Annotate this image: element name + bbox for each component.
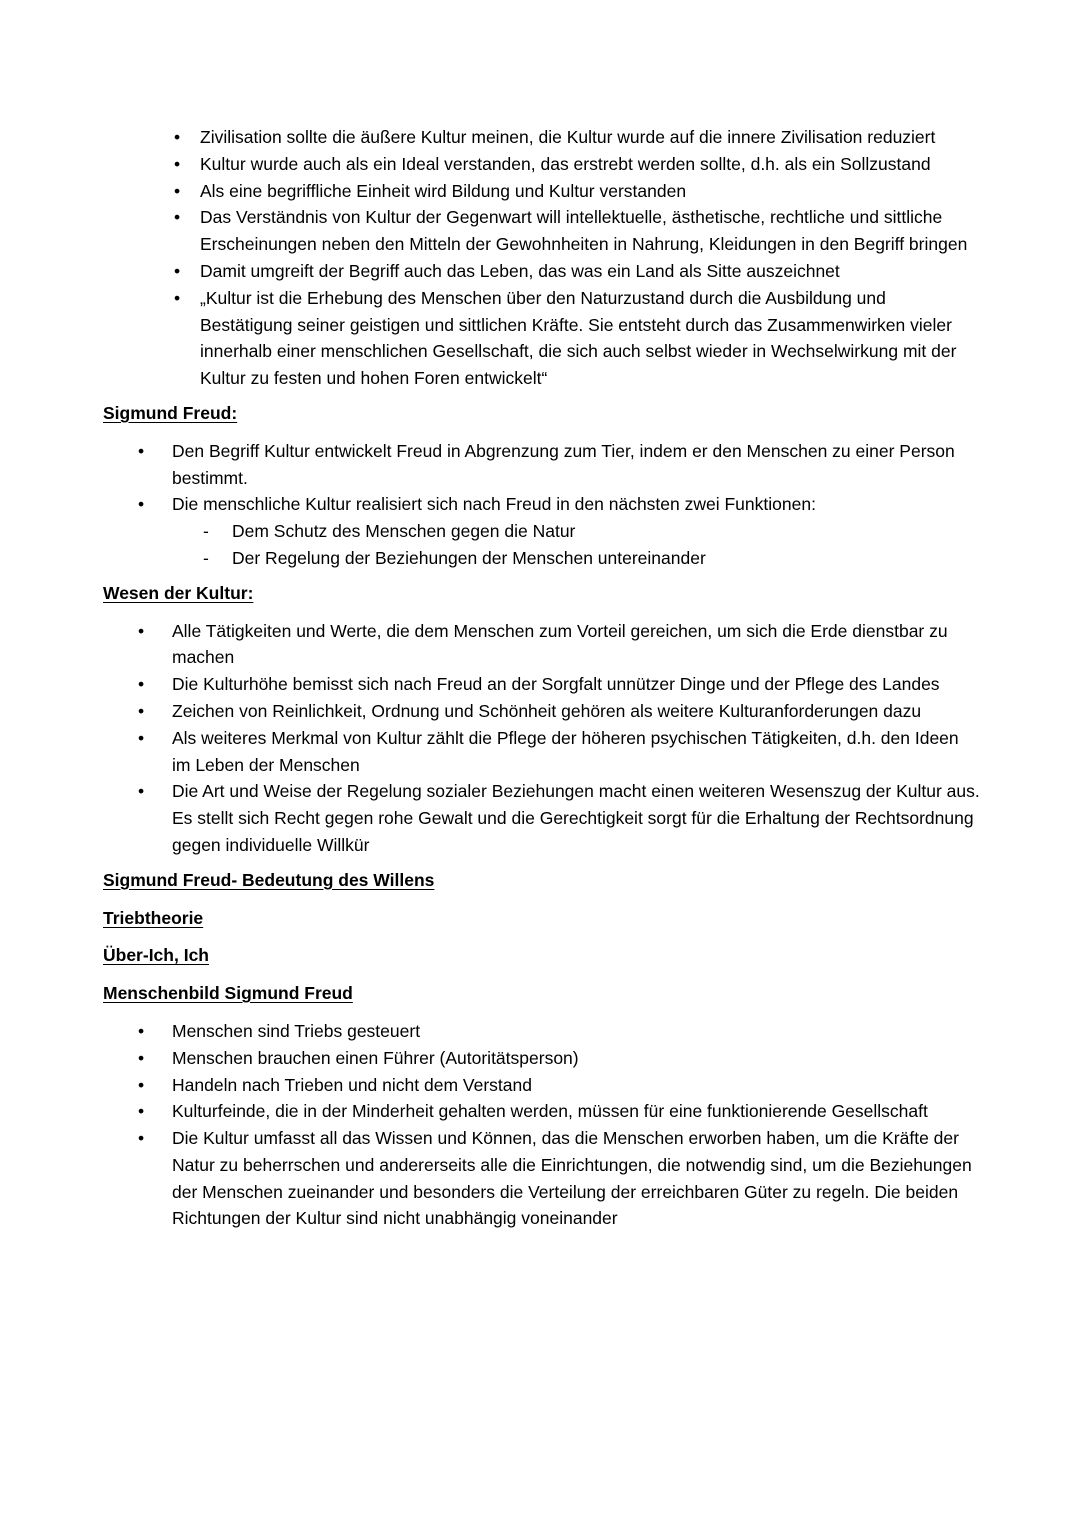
list-item [103, 618, 980, 672]
list-item-text: Alle Tätigkeiten und Werte, die dem Menschen zum Vorteil gereichen, um sich die Erde dienstbar zu machen [172, 620, 948, 668]
dash-sublist [172, 518, 980, 572]
list-item [103, 1072, 980, 1099]
sigmund-freud-list [103, 438, 980, 572]
list-item [103, 725, 980, 779]
list-item-text: Als weiteres Merkmal von Kultur zählt die Pflege der höheren psychischen Tätigkeiten, d.h. den Ideen im Leben der Menschen [172, 727, 959, 775]
list-item [103, 438, 980, 492]
list-item [103, 1018, 980, 1045]
list-item-text: Zeichen von Reinlichkeit, Ordnung und Schönheit gehören als weitere Kulturanforderungen dazu [172, 700, 922, 721]
intro-bullet-list [103, 124, 980, 392]
list-item [103, 1125, 980, 1232]
list-item-text: Kulturfeinde, die in der Minderheit gehalten werden, müssen für eine funktionierende Gesellschaft [172, 1101, 928, 1122]
wesen-der-kultur-list [103, 618, 980, 859]
list-item [103, 204, 980, 258]
heading-sigmund-freud: Sigmund Freud: [103, 402, 238, 423]
list-item [103, 1098, 980, 1125]
sublist-item: - Dem Schutz des Menschen gegen die Natur [172, 518, 980, 545]
list-item [103, 151, 980, 178]
list-item [103, 285, 980, 392]
list-item-text: Die Kultur umfasst all das Wissen und Können, das die Menschen erworben haben, um die Kräfte der Natur zu beherrschen und andererseits alle die Einrichtungen, die notwendig sind, um die Beziehungen der Menschen zueinander und besonders die Verteilung der erreichbaren Güter zu regeln. Die beiden Richtungen der Kultur sind nicht unabhängig voneinander [172, 1128, 972, 1229]
list-item-text: Kultur wurde auch als ein Ideal verstanden, das erstrebt werden sollte, d.h. als ein Sollzustand [200, 153, 931, 174]
list-item-text: Den Begriff Kultur entwickelt Freud in Abgrenzung zum Tier, indem er den Menschen zu einer Person bestimmt. [172, 440, 955, 488]
list-item [103, 491, 980, 571]
list-item-text: Menschen sind Triebs gesteuert [172, 1020, 421, 1041]
list-item [103, 124, 980, 151]
heading-ueber-ich-ich: Über-Ich, Ich [103, 945, 209, 966]
heading-triebtheorie: Triebtheorie [103, 907, 204, 928]
list-item-text: Als eine begriffliche Einheit wird Bildung und Kultur verstanden [200, 180, 687, 201]
list-item [103, 258, 980, 285]
list-item [103, 178, 980, 205]
menschenbild-list [103, 1018, 980, 1232]
list-item-text: „Kultur ist die Erhebung des Menschen über den Naturzustand durch die Ausbildung und Bestätigung seiner geistigen und sittlichen Kräfte. Sie entsteht durch das Zusammenwirken vieler innerhalb einer menschlichen Gesellschaft, die sich auch selbst wieder in Wechselwirkung mit der Kultur zu festen und hohen Foren entwickelt“ [200, 287, 957, 389]
list-item-text: Damit umgreift der Begriff auch das Leben, das was ein Land als Sitte auszeichnet [200, 260, 840, 281]
list-item-text: Zivilisation sollte die äußere Kultur meinen, die Kultur wurde auf die innere Zivilisation reduziert [200, 127, 936, 147]
list-item-text: Das Verständnis von Kultur der Gegenwart will intellektuelle, ästhetische, rechtliche und sittliche Erscheinungen neben den Mitteln der Gewohnheiten in Nahrung, Kleidungen in den Begriff bringen [200, 207, 968, 255]
list-item-text: Die menschliche Kultur realisiert sich nach Freud in den nächsten zwei Funktionen: [172, 494, 816, 515]
list-item-text: Menschen brauchen einen Führer (Autoritätsperson) [172, 1047, 579, 1068]
list-item-text: Die Art und Weise der Regelung sozialer Beziehungen macht einen weiteren Wesenszug der Kultur aus. Es stellt sich Recht gegen rohe Gewalt und die Gerechtigkeit sorgt für die Erhaltung der Rechtsordnung gegen individuelle Willkür [172, 781, 980, 855]
list-item [103, 1045, 980, 1072]
list-item-text: Die Kulturhöhe bemisst sich nach Freud an der Sorgfalt unnützer Dinge und der Pflege des Landes [172, 674, 940, 695]
list-item [103, 671, 980, 698]
heading-bedeutung-des-willens: Sigmund Freud- Bedeutung des Willens [103, 869, 435, 890]
heading-wesen-der-kultur: Wesen der Kultur: [103, 582, 254, 603]
list-item [103, 778, 980, 858]
list-item-text: Handeln nach Trieben und nicht dem Verstand [172, 1074, 532, 1095]
heading-menschenbild-sigmund-freud: Menschenbild Sigmund Freud [103, 983, 353, 1004]
list-item [103, 698, 980, 725]
sublist-item: - Der Regelung der Beziehungen der Menschen untereinander [172, 545, 980, 572]
